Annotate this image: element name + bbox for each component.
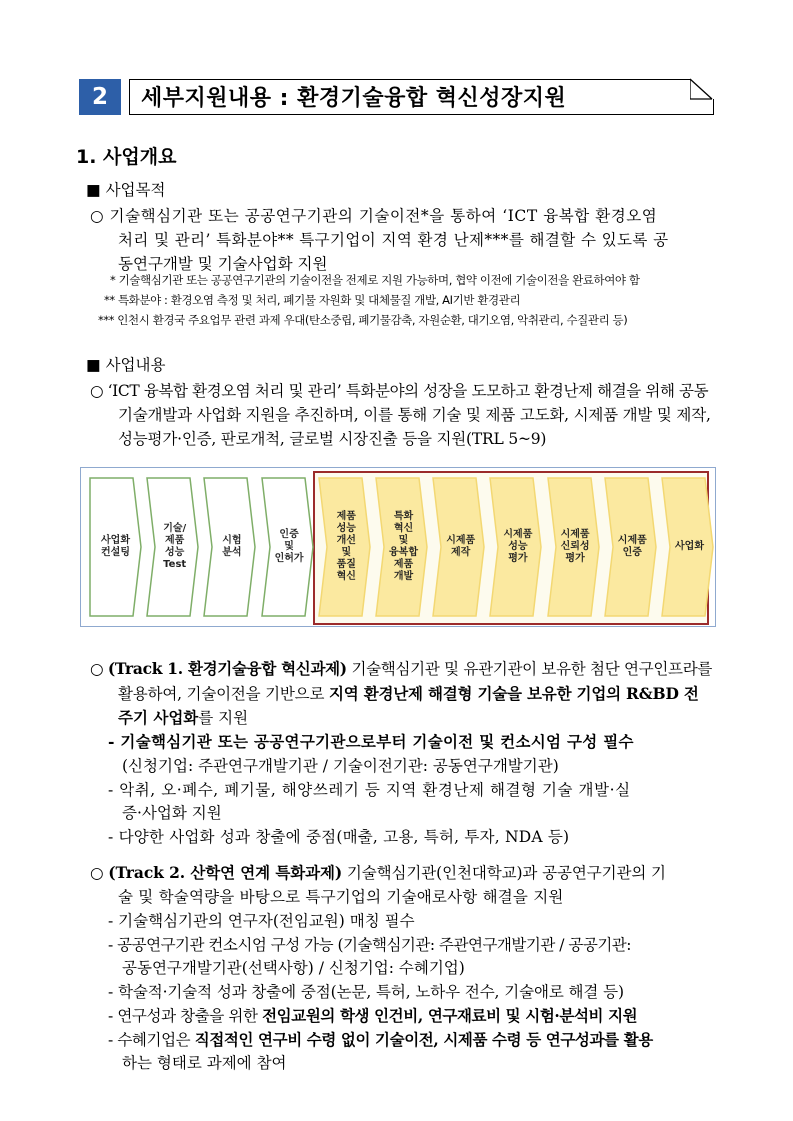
bullet-circle: ○	[90, 864, 109, 882]
section-number-badge: 2	[79, 79, 121, 115]
process-step	[661, 477, 714, 617]
process-step-label: 사업화	[675, 541, 704, 552]
process-step	[604, 477, 657, 617]
heading-overview: 1. 사업개요	[76, 146, 177, 168]
process-step-label: 시험 분석	[222, 535, 242, 558]
track1-line-1-text: 기술핵심기관 및 유관기관이 보유한 첨단 연구인프라를	[346, 660, 713, 678]
track2-bullet-1: - 기술핵심기관의 연구자(전임교원) 매칭 필수	[108, 912, 415, 930]
track1-line-3-bold: 주기 사업화	[118, 708, 199, 727]
bullet-circle: ○	[90, 660, 108, 678]
content-line-3: 성능평가·인증, 판로개척, 글로벌 시장진출 등을 지원(TRL 5~9)	[118, 430, 547, 448]
folded-corner-icon	[690, 78, 714, 100]
track2-line-1	[90, 861, 666, 883]
section-title: 세부지원내용 : 환경기술융합 혁신성장지원	[141, 86, 567, 111]
purpose-note-1: * 기술핵심기관 또는 공공연구기관의 기술이전을 전제로 지원 가능하며, 협약 이전에 기술이전을 완료하여야 함	[110, 273, 640, 287]
track2-line-2: 술 및 학술역량을 바탕으로 특구기업의 기술애로사항 해결을 지원	[118, 888, 564, 906]
track1-bullet-2b: 증·사업화 지원	[122, 804, 222, 822]
track1-line-3	[118, 706, 248, 728]
process-step-label: 기술/ 제품 성능 Test	[163, 523, 187, 570]
track2-bullet-4-text: - 연구성과 창출을 위한	[108, 1007, 263, 1025]
track2-bullet-5-bold: 직접적인 연구비 수령 없이 기술이전, 시제품 수령 등 연구성과를 활용	[194, 1030, 653, 1049]
process-step-label: 제품 성능 개선 및 품질 혁신	[336, 511, 356, 582]
process-step	[89, 477, 142, 617]
track1-line-2	[118, 682, 699, 704]
track2-bullet-2a: - 공공연구기관 컨소시엄 구성 가능 (기술핵심기관: 주관연구개발기관 / 공공기관:	[108, 936, 632, 954]
process-step-label: 인증 및 인허가	[274, 529, 304, 564]
track2-bullet-5-text: - 수혜기업은	[108, 1031, 195, 1049]
track2-title: (Track 2. 산학연 연계 특화과제)	[108, 863, 343, 882]
purpose-line-1: ○ 기술핵심기관 또는 공공연구기관의 기술이전*을 통하여 ‘ICT 융복합 환경오염	[90, 207, 658, 225]
track1-title: (Track 1. 환경기술융합 혁신과제)	[107, 659, 347, 678]
track1-bullet-1-sub: (신청기업: 주관연구개발기관 / 기술이전기관: 공동연구개발기관)	[122, 757, 559, 775]
process-step-label: 특화 혁신 및 융복합 제품 개발	[389, 511, 418, 582]
track2-bullet-3: - 학술적·기술적 성과 창출에 중점(논문, 특허, 노하우 전수, 기술애로 해결 등)	[108, 983, 624, 1001]
process-step	[318, 477, 371, 617]
track2-bullet-4	[108, 1004, 637, 1026]
heading-content: ■ 사업내용	[86, 356, 166, 374]
process-step-label: 사업화 컨설팅	[101, 535, 130, 558]
process-step	[432, 477, 485, 617]
track1-line-3-text: 를 지원	[198, 709, 249, 727]
process-step	[203, 477, 256, 617]
track2-bullet-4-bold: 전임교원의 학생 인건비, 연구재료비 및 시험·분석비 지원	[262, 1006, 638, 1025]
process-step-label: 시제품 신뢰성 평가	[560, 529, 590, 564]
track2-bullet-5b: 하는 형태로 과제에 참여	[122, 1054, 287, 1072]
process-step-label: 시제품 제작	[446, 535, 476, 558]
process-step	[489, 477, 542, 617]
process-step	[375, 477, 428, 617]
purpose-line-3: 동연구개발 및 기술사업화 지원	[118, 255, 328, 273]
process-step-label: 시제품 인증	[617, 535, 647, 558]
track1-bullet-2a: - 악취, 오·폐수, 폐기물, 해양쓰레기 등 지역 환경난제 해결형 기술 개발·실	[108, 781, 631, 799]
track1-line-2-text: 활용하여, 기술이전을 기반으로	[118, 685, 329, 703]
track1-bullet-1: - 기술핵심기관 또는 공공연구기관으로부터 기술이전 및 컨소시엄 구성 필수	[108, 732, 634, 751]
track1-bullet-3: - 다양한 사업화 성과 창출에 중점(매출, 고용, 특허, 투자, NDA 등)	[108, 828, 570, 846]
heading-purpose: ■ 사업목적	[86, 181, 166, 199]
process-step-label: 시제품 성능 평가	[503, 529, 533, 564]
purpose-note-3: *** 인천시 환경국 주요업무 관련 과제 우대(탄소중립, 폐기물감축, 자원순환, 대기오염, 악취관리, 수질관리 등)	[98, 313, 628, 327]
track2-bullet-2b: 공동연구개발기관(선택사항) / 신청기업: 수혜기업)	[122, 959, 465, 977]
process-step	[547, 477, 600, 617]
content-line-2: 기술개발과 사업화 지원을 추진하며, 이를 통해 기술 및 제품 고도화, 시제품 개발 및 제작,	[118, 406, 711, 424]
track1-line-1	[90, 657, 712, 679]
track1-line-2-bold: 지역 환경난제 해결형 기술을 보유한 기업의 R&BD 전	[328, 684, 699, 703]
process-step	[261, 477, 314, 617]
content-line-1: ○ ‘ICT 융복합 환경오염 처리 및 관리’ 특화분야의 성장을 도모하고 환경난제 해결을 위해 공동	[90, 382, 709, 400]
track2-line-1-text: 기술핵심기관(인천대학교)과 공공연구기관의 기	[342, 864, 666, 882]
purpose-note-2: ** 특화분야 : 환경오염 측정 및 처리, 폐기물 자원화 및 대체물질 개발, AI기반 환경관리	[104, 293, 521, 307]
track2-bullet-5	[108, 1028, 653, 1050]
purpose-line-2: 처리 및 관리’ 특화분야** 특구기업이 지역 환경 난제***를 해결할 수 있도록 공	[118, 231, 669, 249]
process-step	[146, 477, 199, 617]
